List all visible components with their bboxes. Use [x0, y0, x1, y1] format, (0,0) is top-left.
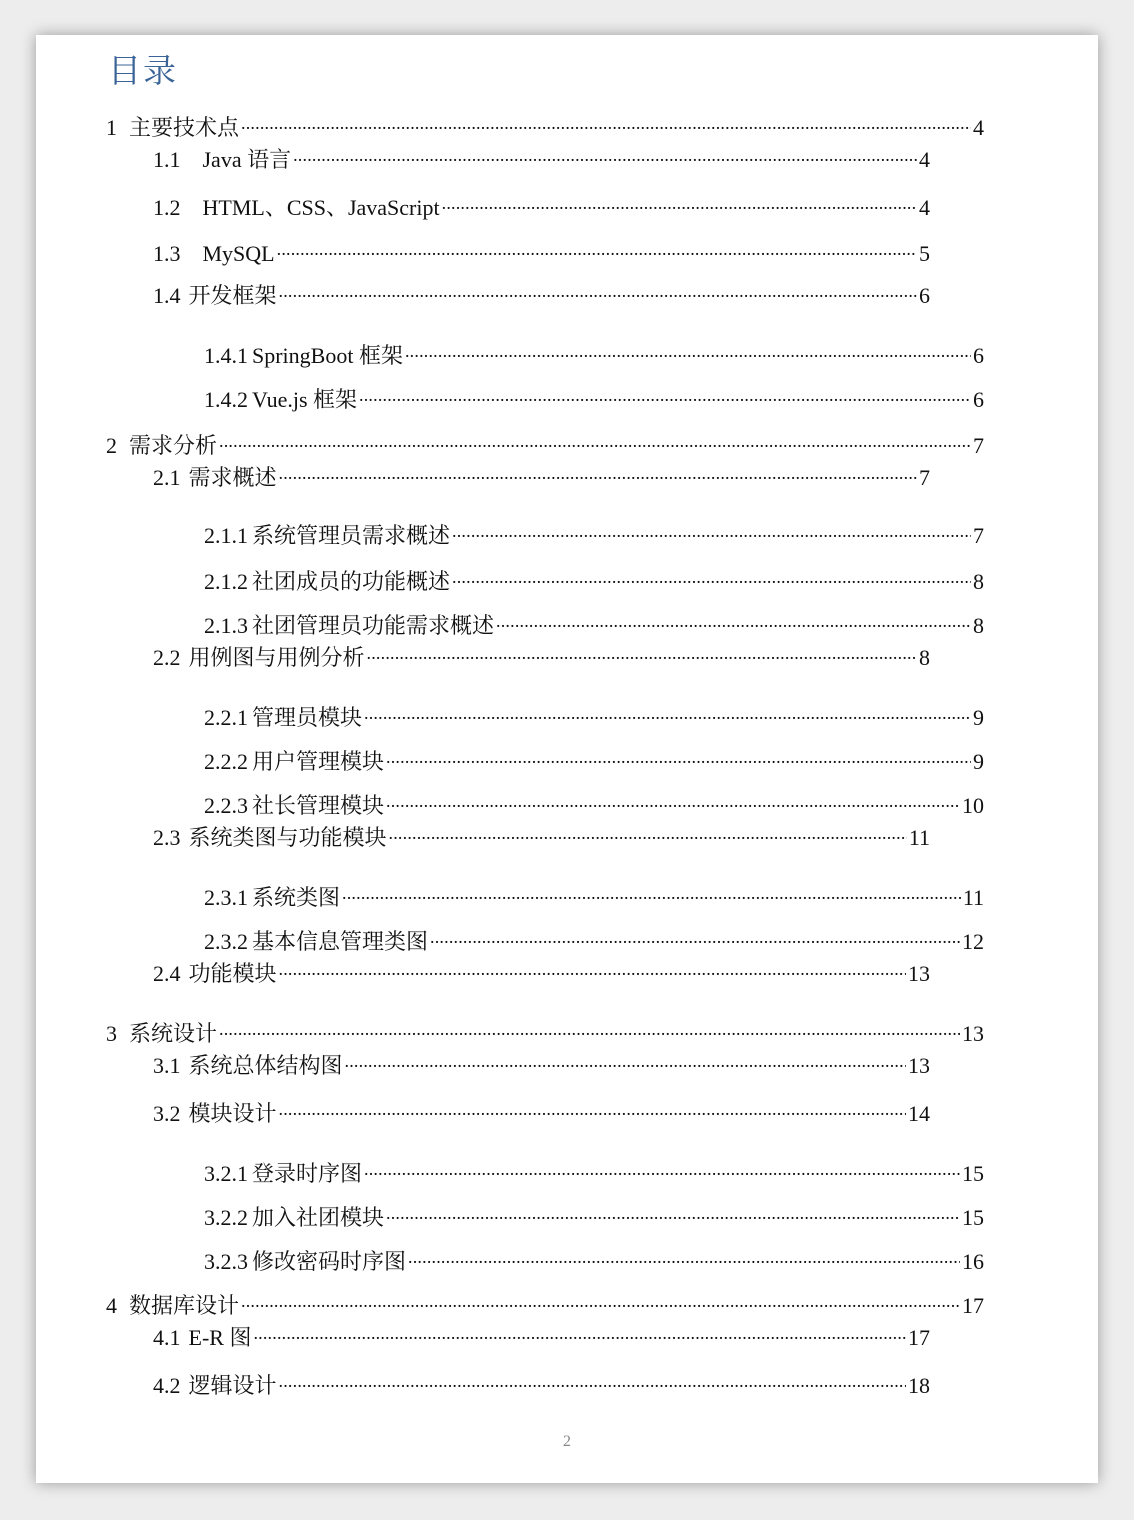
toc-entry-number: 3.2.1 — [204, 1161, 248, 1186]
toc-leader-dots — [408, 1239, 960, 1269]
toc-leader-dots — [364, 695, 971, 725]
toc-entry-page: 13 — [908, 1053, 930, 1078]
toc-title: 目录 — [108, 51, 178, 90]
toc-entry-level2[interactable] — [153, 137, 930, 172]
toc-entry-number: 1.3 — [153, 241, 181, 266]
toc-entry-number: 2.2.1 — [204, 705, 248, 730]
toc-entry-level3[interactable] — [204, 377, 984, 412]
toc-leader-dots — [277, 231, 917, 261]
toc-entry-label: E-R 图 — [188, 1325, 252, 1350]
toc-entry-number: 3 — [106, 1021, 117, 1046]
toc-entry-number: 3.2.3 — [204, 1249, 248, 1274]
toc-entry-level1[interactable] — [106, 1283, 984, 1318]
toc-entry-level2[interactable] — [153, 273, 930, 308]
toc-entry-label: 模块设计 — [188, 1101, 277, 1126]
toc-leader-dots — [279, 273, 917, 303]
toc-entry-number: 3.2.2 — [204, 1205, 248, 1230]
toc-entry-label: 系统类图 — [252, 885, 341, 910]
toc-entry-number: 1 — [106, 115, 117, 140]
toc-entry-label: 主要技术点 — [129, 115, 240, 140]
toc-entry-number: 4.1 — [153, 1325, 181, 1350]
toc-entry-number: 1.4.1 — [204, 343, 248, 368]
toc-entry-level3[interactable] — [204, 875, 984, 910]
toc-entry-page: 11 — [908, 825, 930, 850]
toc-entry-page: 17 — [908, 1325, 930, 1350]
toc-entry-page: 8 — [919, 645, 930, 670]
toc-leader-dots — [241, 105, 971, 135]
toc-entry-label: 系统总体结构图 — [188, 1053, 343, 1078]
toc-leader-dots — [219, 423, 971, 453]
toc-entry-label: 需求分析 — [129, 433, 218, 458]
toc-entry-number: 2.4 — [153, 961, 181, 986]
toc-entry-number: 2.3.2 — [204, 929, 248, 954]
toc-entry-number: 1.1 — [153, 147, 181, 172]
toc-entry-number: 1.2 — [153, 195, 181, 220]
toc-entry-level1[interactable] — [106, 1011, 984, 1046]
toc-entry-page: 6 — [973, 387, 984, 412]
toc-leader-dots — [386, 739, 971, 769]
toc-entry-number: 2.2.2 — [204, 749, 248, 774]
toc-entry-label: Vue.js 框架 — [252, 387, 358, 412]
toc-entry-number: 2.1 — [153, 465, 181, 490]
toc-entry-number: 2.3.1 — [204, 885, 248, 910]
toc-entry-label: 用户管理模块 — [252, 749, 385, 774]
toc-entry-number: 2.2 — [153, 645, 181, 670]
toc-leader-dots — [386, 783, 960, 813]
toc-entry-page: 8 — [973, 569, 984, 594]
toc-entry-level2[interactable] — [153, 1315, 930, 1350]
toc-entry-level3[interactable] — [204, 513, 984, 548]
document-page — [36, 35, 1098, 1483]
toc-entry-page: 7 — [973, 433, 984, 458]
toc-entry-page: 10 — [962, 793, 984, 818]
toc-leader-dots — [430, 919, 960, 949]
toc-leader-dots — [405, 333, 971, 363]
toc-entry-level3[interactable] — [204, 783, 984, 818]
toc-entry-number: 2.1.3 — [204, 613, 248, 638]
toc-entry-page: 4 — [973, 115, 984, 140]
toc-entry-number: 2.1.2 — [204, 569, 248, 594]
toc-entry-label: 基本信息管理类图 — [252, 929, 429, 954]
toc-entry-label: 功能模块 — [188, 961, 277, 986]
toc-entry-label: 社长管理模块 — [252, 793, 385, 818]
toc-entry-number: 4 — [106, 1293, 117, 1318]
toc-entry-page: 9 — [973, 749, 984, 774]
toc-leader-dots — [279, 951, 906, 981]
toc-entry-level2[interactable] — [153, 951, 930, 986]
toc-entry-label: Java 语言 — [202, 147, 292, 172]
toc-leader-dots — [279, 1091, 906, 1121]
toc-leader-dots — [359, 377, 971, 407]
toc-entry-page: 6 — [973, 343, 984, 368]
toc-entry-level1[interactable] — [106, 423, 984, 458]
toc-entry-level3[interactable] — [204, 559, 984, 594]
toc-entry-level2[interactable] — [153, 1043, 930, 1078]
toc-leader-dots — [364, 1151, 960, 1181]
toc-entry-level3[interactable] — [204, 1151, 984, 1186]
page-number: 2 — [563, 1433, 571, 1450]
toc-entry-label: SpringBoot 框架 — [252, 343, 403, 368]
toc-entry-level2[interactable] — [153, 185, 930, 220]
toc-entry-page: 15 — [962, 1161, 984, 1186]
toc-entry-page: 15 — [962, 1205, 984, 1230]
toc-entry-number: 1.4.2 — [204, 387, 248, 412]
toc-entry-label: 数据库设计 — [129, 1293, 240, 1318]
toc-entry-number: 4.2 — [153, 1373, 181, 1398]
toc-entry-level2[interactable] — [153, 455, 930, 490]
toc-entry-page: 14 — [908, 1101, 930, 1126]
toc-entry-page: 6 — [919, 283, 930, 308]
toc-entry-number: 3.2 — [153, 1101, 181, 1126]
toc-entry-page: 18 — [908, 1373, 930, 1398]
toc-entry-label: HTML、CSS、JavaScript — [202, 195, 440, 220]
toc-entry-page: 13 — [908, 961, 930, 986]
toc-entry-label: 社团成员的功能概述 — [252, 569, 451, 594]
toc-entry-page: 11 — [962, 885, 984, 910]
toc-entry-level3[interactable] — [204, 1239, 984, 1274]
toc-entry-label: 系统管理员需求概述 — [252, 523, 451, 548]
toc-entry-number: 2 — [106, 433, 117, 458]
toc-entry-page: 7 — [919, 465, 930, 490]
toc-entry-level3[interactable] — [204, 695, 984, 730]
toc-entry-number: 2.1.1 — [204, 523, 248, 548]
toc-entry-number: 1.4 — [153, 283, 181, 308]
toc-entry-label: 管理员模块 — [252, 705, 363, 730]
toc-entry-number: 3.1 — [153, 1053, 181, 1078]
toc-leader-dots — [452, 513, 971, 543]
toc-leader-dots — [386, 1195, 960, 1225]
toc-entry-label: 开发框架 — [188, 283, 277, 308]
toc-entry-label: MySQL — [202, 241, 275, 266]
toc-entry-page: 8 — [973, 613, 984, 638]
toc-entry-level2[interactable] — [153, 1363, 930, 1398]
toc-entry-page: 4 — [919, 195, 930, 220]
toc-leader-dots — [389, 815, 907, 845]
toc-entry-page: 17 — [962, 1293, 984, 1318]
toc-entry-level3[interactable] — [204, 919, 984, 954]
toc-entry-label: 用例图与用例分析 — [188, 645, 365, 670]
toc-entry-page: 5 — [919, 241, 930, 266]
toc-entry-label: 登录时序图 — [252, 1161, 363, 1186]
toc-entry-page: 13 — [962, 1021, 984, 1046]
toc-entry-label: 系统类图与功能模块 — [188, 825, 387, 850]
toc-leader-dots — [342, 875, 961, 905]
toc-entry-level3[interactable] — [204, 333, 984, 368]
toc-leader-dots — [345, 1043, 906, 1073]
toc-entry-level2[interactable] — [153, 635, 930, 670]
toc-entry-level3[interactable] — [204, 1195, 984, 1230]
toc-entry-level3[interactable] — [204, 739, 984, 774]
toc-leader-dots — [367, 635, 917, 665]
toc-entry-level2[interactable] — [153, 815, 930, 850]
toc-entry-page: 12 — [962, 929, 984, 954]
toc-entry-number: 2.3 — [153, 825, 181, 850]
toc-leader-dots — [279, 1363, 906, 1393]
toc-leader-dots — [442, 185, 917, 215]
toc-entry-level1[interactable] — [106, 105, 984, 140]
toc-leader-dots — [253, 1315, 906, 1345]
toc-entry-label: 需求概述 — [188, 465, 277, 490]
toc-entry-level2[interactable] — [153, 231, 930, 266]
toc-leader-dots — [279, 455, 917, 485]
toc-leader-dots — [293, 137, 917, 167]
toc-leader-dots — [241, 1283, 960, 1313]
toc-entry-level2[interactable] — [153, 1091, 930, 1126]
toc-entry-level3[interactable] — [204, 603, 984, 638]
toc-entry-label: 加入社团模块 — [252, 1205, 385, 1230]
toc-entry-label: 逻辑设计 — [188, 1373, 277, 1398]
toc-entry-label: 社团管理员功能需求概述 — [252, 613, 495, 638]
toc-entry-page: 4 — [919, 147, 930, 172]
toc-entry-page: 16 — [962, 1249, 984, 1274]
toc-leader-dots — [452, 559, 971, 589]
toc-entry-label: 修改密码时序图 — [252, 1249, 407, 1274]
toc-entry-page: 7 — [973, 523, 984, 548]
toc-leader-dots — [496, 603, 971, 633]
toc-entry-label: 系统设计 — [129, 1021, 218, 1046]
toc-entry-number: 2.2.3 — [204, 793, 248, 818]
toc-leader-dots — [219, 1011, 960, 1041]
toc-entry-page: 9 — [973, 705, 984, 730]
